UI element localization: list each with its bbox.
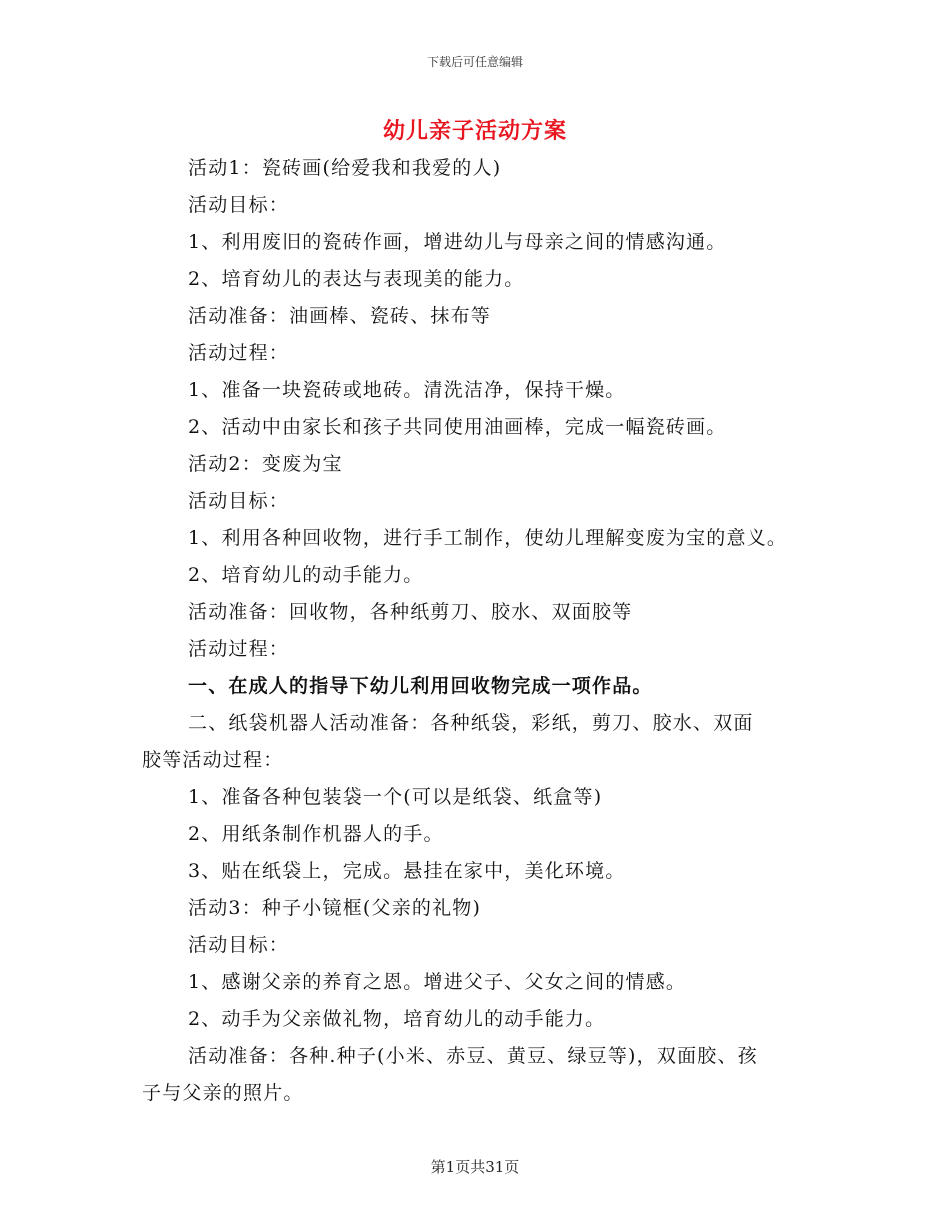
- activity-1-process-label: 活动过程：: [188, 342, 290, 364]
- robot-step-1: 1、准备各种包装袋一个(可以是纸袋、纸盒等): [188, 786, 603, 808]
- activity-1-prep: 活动准备：油画棒、瓷砖、抹布等: [188, 305, 492, 327]
- activity-2-step-two: 二、纸袋机器人活动准备：各种纸袋，彩纸，剪刀、胶水、双面: [188, 712, 754, 734]
- activity-3-prep-continued: 子与父亲的照片。: [142, 1082, 304, 1104]
- activity-1-heading: 活动1：瓷砖画(给爱我和我爱的人): [188, 157, 502, 179]
- activity-2-goal-1: 1、利用各种回收物，进行手工制作，使幼儿理解变废为宝的意义。: [188, 527, 788, 549]
- activity-2-prep: 活动准备：回收物，各种纸剪刀、胶水、双面胶等: [188, 601, 633, 623]
- robot-step-3: 3、贴在纸袋上，完成。悬挂在家中，美化环境。: [188, 860, 626, 882]
- activity-3-goal-2: 2、动手为父亲做礼物，培育幼儿的动手能力。: [188, 1008, 606, 1030]
- page-header: 下载后可任意编辑: [426, 55, 523, 69]
- activity-3-goal-label: 活动目标：: [188, 934, 290, 956]
- activity-3-heading: 活动3：种子小镜框(父亲的礼物): [188, 897, 482, 919]
- document-title: 幼儿亲子活动方案: [382, 118, 567, 144]
- activity-2-goal-2: 2、培育幼儿的动手能力。: [188, 564, 424, 586]
- activity-1-goal-1: 1、利用废旧的瓷砖作画，增进幼儿与母亲之间的情感沟通。: [188, 231, 727, 253]
- robot-step-2: 2、用纸条制作机器人的手。: [188, 823, 444, 845]
- activity-1-step-2: 2、活动中由家长和孩子共同使用油画棒，完成一幅瓷砖画。: [188, 416, 727, 438]
- activity-2-goal-label: 活动目标：: [188, 490, 290, 512]
- activity-1-step-1: 1、准备一块瓷砖或地砖。清洗洁净，保持干燥。: [188, 379, 626, 401]
- activity-2-heading: 活动2：变废为宝: [188, 453, 343, 475]
- activity-1-goal-label: 活动目标：: [188, 194, 290, 216]
- activity-1-goal-2: 2、培育幼儿的表达与表现美的能力。: [188, 268, 525, 290]
- activity-2-step-one: 一、在成人的指导下幼儿利用回收物完成一项作品。: [188, 675, 653, 697]
- page-footer: 第1页共31页: [430, 1158, 520, 1176]
- document-body: [142, 150, 822, 1112]
- activity-3-goal-1: 1、感谢父亲的养育之恩。增进父子、父女之间的情感。: [188, 971, 687, 993]
- activity-2-step-two-continued: 胶等活动过程：: [142, 749, 284, 771]
- activity-2-process-label: 活动过程：: [188, 638, 290, 660]
- activity-3-prep: 活动准备：各种.种子(小米、赤豆、黄豆、绿豆等)，双面胶、孩: [188, 1045, 758, 1067]
